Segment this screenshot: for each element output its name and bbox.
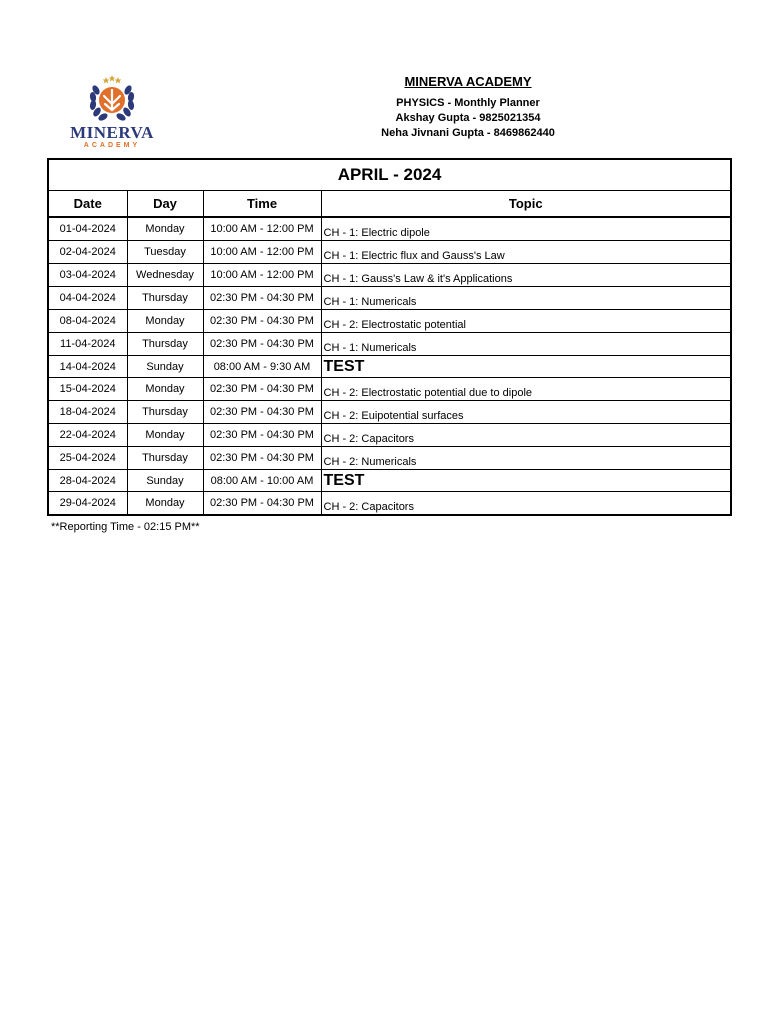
cell-time: 02:30 PM - 04:30 PM: [203, 378, 321, 401]
cell-day: Monday: [127, 492, 203, 515]
cell-day: Monday: [127, 310, 203, 333]
table-row: [49, 492, 730, 515]
cell-topic: CH - 2: Electrostatic potential: [321, 310, 730, 333]
table-row: [49, 333, 730, 356]
cell-day: Thursday: [127, 401, 203, 424]
table-row: [49, 241, 730, 264]
cell-date: 18-04-2024: [49, 401, 127, 424]
schedule-table: [49, 191, 730, 514]
table-row: [49, 310, 730, 333]
document-header: [330, 74, 606, 141]
cell-time: 02:30 PM - 04:30 PM: [203, 424, 321, 447]
table-row: [49, 447, 730, 470]
cell-date: 15-04-2024: [49, 378, 127, 401]
cell-topic: CH - 2: Numericals: [321, 447, 730, 470]
cell-date: 28-04-2024: [49, 470, 127, 492]
cell-day: Thursday: [127, 333, 203, 356]
planner-subject: PHYSICS - Monthly Planner: [396, 97, 540, 109]
table-header-row: [49, 191, 730, 217]
cell-day: Thursday: [127, 287, 203, 310]
cell-time: 02:30 PM - 04:30 PM: [203, 447, 321, 470]
column-header-day: Day: [127, 191, 203, 217]
cell-time: 02:30 PM - 04:30 PM: [203, 287, 321, 310]
column-header-date: Date: [49, 191, 127, 217]
cell-time: 10:00 AM - 12:00 PM: [203, 217, 321, 241]
table-row: [49, 264, 730, 287]
cell-date: 02-04-2024: [49, 241, 127, 264]
minerva-logo: [66, 74, 158, 150]
month-title: APRIL - 2024: [49, 160, 730, 191]
cell-time: 08:00 AM - 10:00 AM: [203, 470, 321, 492]
cell-topic: CH - 2: Electrostatic potential due to dipole: [321, 378, 730, 401]
logo-subtitle: ACADEMY: [83, 142, 141, 149]
cell-topic: CH - 1: Electric dipole: [321, 217, 730, 241]
cell-day: Monday: [127, 378, 203, 401]
cell-topic: TEST: [321, 470, 730, 492]
cell-topic: CH - 1: Numericals: [321, 287, 730, 310]
cell-date: 11-04-2024: [49, 333, 127, 356]
teacher-contact-2: Neha Jivnani Gupta - 8469862440: [381, 127, 555, 139]
cell-topic: CH - 2: Euipotential surfaces: [321, 401, 730, 424]
cell-day: Sunday: [127, 470, 203, 492]
table-row: [49, 470, 730, 492]
cell-day: Thursday: [127, 447, 203, 470]
table-row: [49, 287, 730, 310]
laurel-emblem-icon: [66, 74, 158, 124]
cell-date: 25-04-2024: [49, 447, 127, 470]
cell-topic: TEST: [321, 356, 730, 378]
column-header-topic: Topic: [321, 191, 730, 217]
cell-date: 14-04-2024: [49, 356, 127, 378]
table-row: [49, 378, 730, 401]
column-header-time: Time: [203, 191, 321, 217]
cell-time: 10:00 AM - 12:00 PM: [203, 241, 321, 264]
cell-date: 29-04-2024: [49, 492, 127, 515]
cell-topic: CH - 1: Electric flux and Gauss's Law: [321, 241, 730, 264]
cell-date: 01-04-2024: [49, 217, 127, 241]
cell-day: Tuesday: [127, 241, 203, 264]
reporting-time-note: **Reporting Time - 02:15 PM**: [51, 521, 200, 533]
cell-time: 10:00 AM - 12:00 PM: [203, 264, 321, 287]
cell-date: 22-04-2024: [49, 424, 127, 447]
cell-day: Monday: [127, 217, 203, 241]
teacher-contact-1: Akshay Gupta - 9825021354: [395, 112, 541, 124]
table-row: [49, 424, 730, 447]
cell-day: Sunday: [127, 356, 203, 378]
table-row: [49, 401, 730, 424]
cell-date: 04-04-2024: [49, 287, 127, 310]
organization-name: MINERVA ACADEMY: [404, 74, 532, 89]
cell-topic: CH - 1: Gauss's Law & it's Applications: [321, 264, 730, 287]
cell-day: Monday: [127, 424, 203, 447]
cell-topic: CH - 2: Capacitors: [321, 492, 730, 515]
cell-time: 02:30 PM - 04:30 PM: [203, 401, 321, 424]
cell-time: 02:30 PM - 04:30 PM: [203, 310, 321, 333]
cell-date: 08-04-2024: [49, 310, 127, 333]
monthly-planner-table: [47, 158, 732, 516]
logo-name: MINERVA: [70, 123, 154, 142]
cell-time: 02:30 PM - 04:30 PM: [203, 333, 321, 356]
table-row: [49, 217, 730, 241]
cell-time: 02:30 PM - 04:30 PM: [203, 492, 321, 515]
table-row: [49, 356, 730, 378]
cell-topic: CH - 2: Capacitors: [321, 424, 730, 447]
cell-time: 08:00 AM - 9:30 AM: [203, 356, 321, 378]
cell-topic: CH - 1: Numericals: [321, 333, 730, 356]
cell-day: Wednesday: [127, 264, 203, 287]
cell-date: 03-04-2024: [49, 264, 127, 287]
